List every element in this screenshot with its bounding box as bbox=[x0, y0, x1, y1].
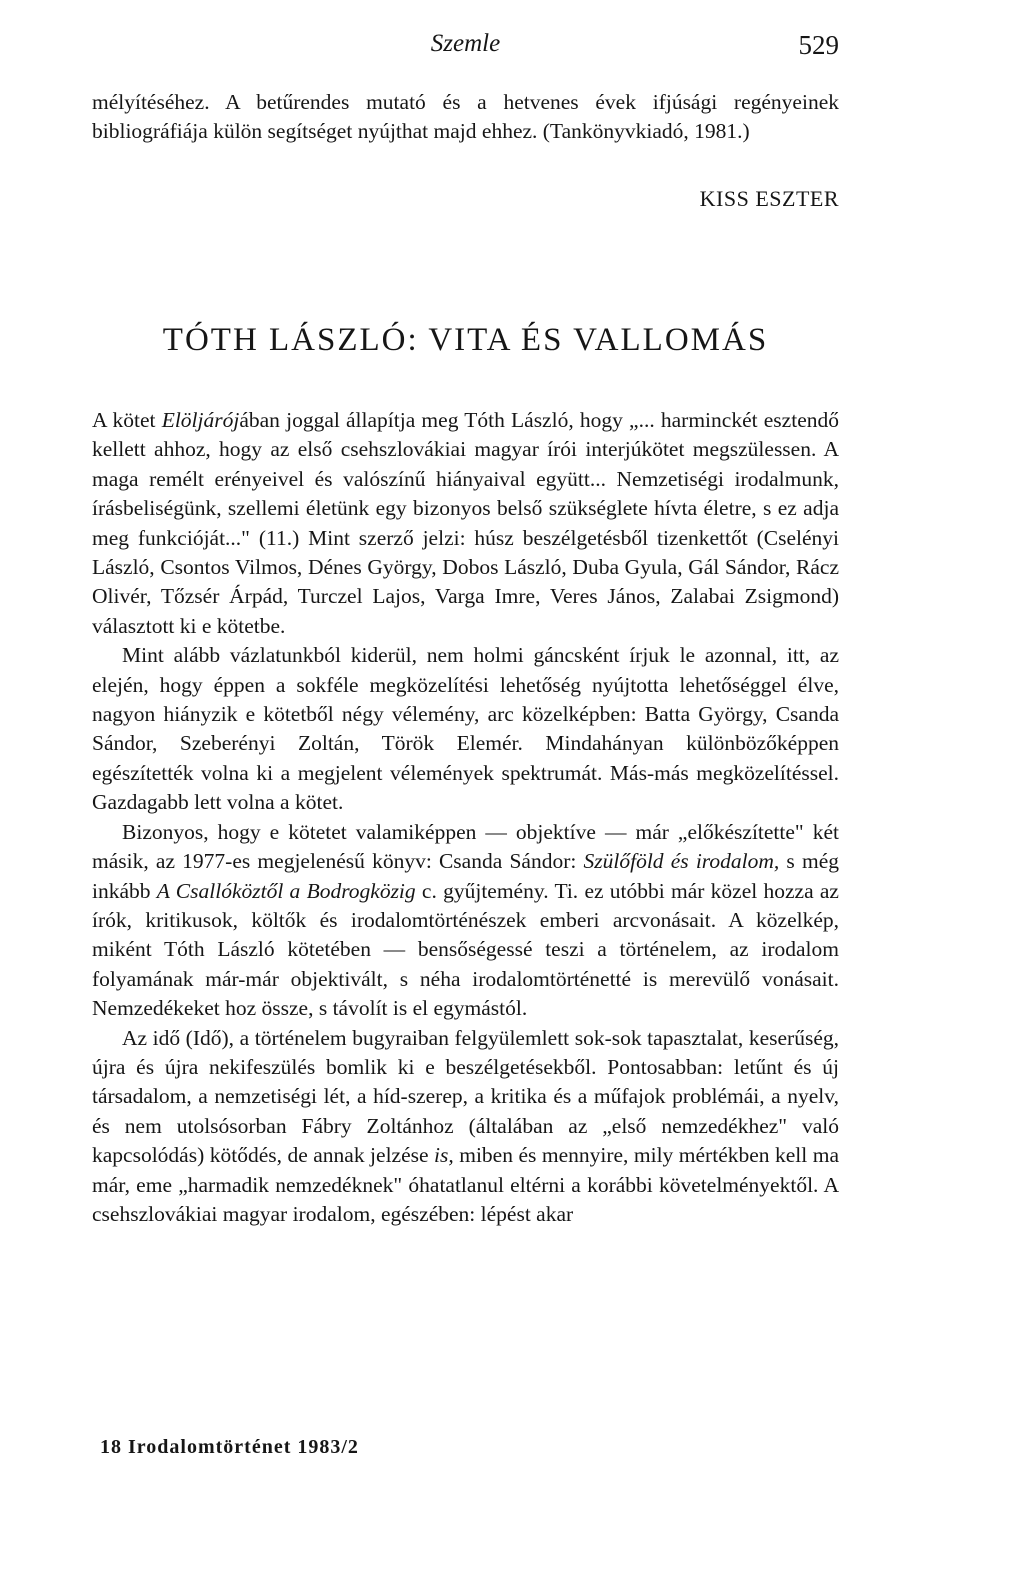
book-title: A Csallóköztől a Bodrogközig bbox=[156, 878, 416, 903]
running-title: Szemle bbox=[430, 30, 501, 57]
page-number: 529 bbox=[798, 30, 839, 60]
review-title: TÓTH LÁSZLÓ: VITA ÉS VALLOMÁS bbox=[162, 322, 769, 358]
italic-term: is, bbox=[434, 1143, 454, 1168]
paragraph-3: Bizonyos, hogy e kötetet valamiképpen — objektíve — már „előkészítette" két másik, az 1977-es megjelenésű könyv: Csanda Sándor: Szülőföld és irodalom, s még inkább A Csallóköztől a Bodrogközig c. gyűjtemény. Ti. ez utóbbi már közel hozza az írók, kritikusok, költők és irodalomtörténészek emberi arcvonásait. A közelkép, miként Tóth László kötetében — bensőségessé teszi a történelem, az irodalom folyamának már-már objektivált, s néha irodalomtörténetté is merevülő vonásait. Nemzedékeket hoz össze, s távolít is el egymástól. bbox=[92, 819, 839, 1021]
previous-review-author: KISS ESZTER bbox=[699, 186, 839, 211]
review-body bbox=[92, 406, 839, 1229]
running-header bbox=[92, 24, 839, 64]
previous-review-ending: mélyítéséhez. A betűrendes mutató és a hetvenes évek ifjúsági regényeinek bibliográfiája külön segítséget nyújthat majd ehhez. (Tankönyvkiadó, 1981.) bbox=[92, 90, 839, 144]
paragraph-1: A kötet Elöljárójában joggal állapítja meg Tóth László, hogy „... harminckét esztendő kellett ahhoz, hogy az első csehszlovákiai magyar írói interjúkötet megszülessen. A maga remélt erényeivel és valószínű hiányaival együtt... Nemzetiségi irodalmunk, írásbeliségünk, szellemi életünk egy bizonyos belső szükséglete hívta életre, s ez adja meg funkcióját..." (11.) Mint szerző jelzi: húsz beszélgetésből tizenkettőt (Cselényi László, Csontos Vilmos, Dénes György, Dobos László, Duba Gyula, Gál Sándor, Rácz Olivér, Tőzsér Árpád, Turczel Lajos, Varga Imre, Veres János, Zalabai Zsigmond) választott ki e kötetbe. bbox=[92, 408, 839, 638]
italic-term: Elöljárój bbox=[161, 408, 240, 432]
book-title: Szülőföld és irodalom, bbox=[583, 849, 780, 874]
paragraph-2: Mint alább vázlatunkból kiderül, nem holmi gáncsként írjuk le azonnal, itt, az elején, hogy éppen a sokféle megközelítési lehetőség nyújtotta lehetőséggel élve, nagyon hiányzik e kötetből négy vélemény, arc közelképben: Batta György, Csanda Sándor, Szeberényi Zoltán, Török Elemér. Mindahányan különbözőképpen egészítették volna ki a megjelent vélemények spektrumát. Más-más megközelítéssel. Gazdagabb lett volna a kötet. bbox=[92, 643, 839, 815]
paragraph-4: Az idő (Idő), a történelem bugyraiban felgyülemlett sok-sok tapasztalat, keserűség, újra és újra nekifeszülés bomlik ki e beszélgetésekből. Pontosabban: letűnt és új társadalom, a nemzetiségi lét, a híd-szerep, a kritika és a műfajok problémái, a nyelv, és nem utolsósorban Fábry Zoltánhoz (általában az „első nemzedékhez" való kapcsolódás) kötődés, de annak jelzése is, miben és mennyire, mily mértékben kell ma már, eme „harmadik nemzedéknek" óhatatlanul eltérni a korábbi követelményektől. A csehszlovákiai magyar irodalom, egészében: lépést akar bbox=[92, 1025, 839, 1226]
page-footer: 18 Irodalomtörténet 1983/2 bbox=[100, 1436, 359, 1458]
